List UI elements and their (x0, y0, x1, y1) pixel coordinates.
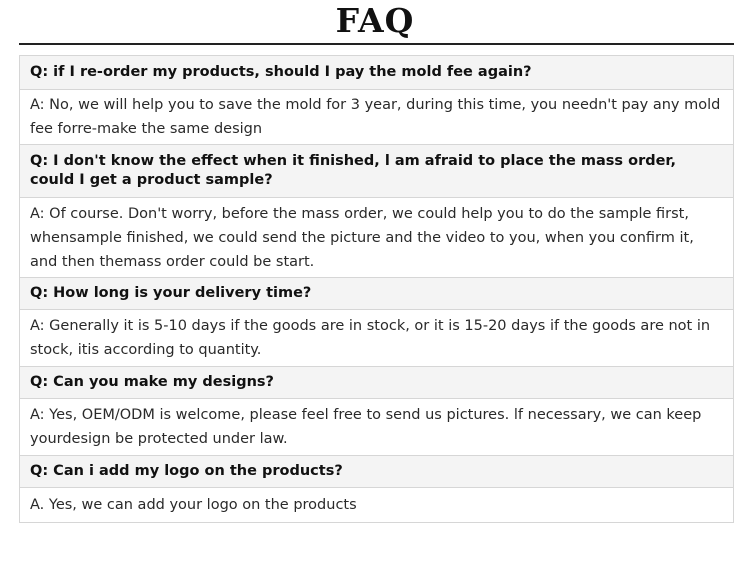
faq-answer-text: A. Yes, we can add your logo on the products (30, 497, 357, 513)
faq-answer (20, 488, 733, 522)
faq-question-text: Q: if I re-order my products, should I pay the mold fee again? (30, 64, 532, 80)
faq-question (20, 56, 733, 90)
faq-question-text: Q: How long is your delivery time? (30, 285, 312, 301)
faq-answer (20, 198, 733, 278)
faq-answer (20, 90, 733, 145)
page-title: FAQ (335, 1, 415, 40)
faq-question (20, 145, 733, 198)
faq-answer-text: A: No, we will help you to save the mold for 3 year, during this time, you needn't pay any mold fee forre-make the same design (30, 97, 721, 137)
faq-question (20, 278, 733, 310)
faq-question (20, 456, 733, 488)
faq-table (19, 55, 734, 523)
faq-question (20, 367, 733, 399)
title-divider (19, 43, 734, 45)
faq-question-text: Q: Can you make my designs? (30, 374, 274, 390)
faq-answer (20, 399, 733, 456)
faq-answer-text: A: Yes, OEM/ODM is welcome, please feel free to send us pictures. lf necessary, we can keep yourdesign be protected under law. (30, 407, 702, 447)
faq-question-text: Q: I don't know the effect when it finished, l am afraid to place the mass order, could I get a product sample? (30, 153, 676, 188)
faq-answer (20, 310, 733, 367)
faq-answer-text: A: Of course. Don't worry, before the mass order, we could help you to do the sample first, whensample finished, we could send the picture and the video to you, when you confirm it, and then themass order could be start. (30, 205, 694, 270)
faq-question-text: Q: Can i add my logo on the products? (30, 463, 343, 479)
faq-answer-text: A: Generally it is 5-10 days if the goods are in stock, or it is 15-20 days if the goods are not in stock, itis according to quantity. (30, 318, 711, 358)
